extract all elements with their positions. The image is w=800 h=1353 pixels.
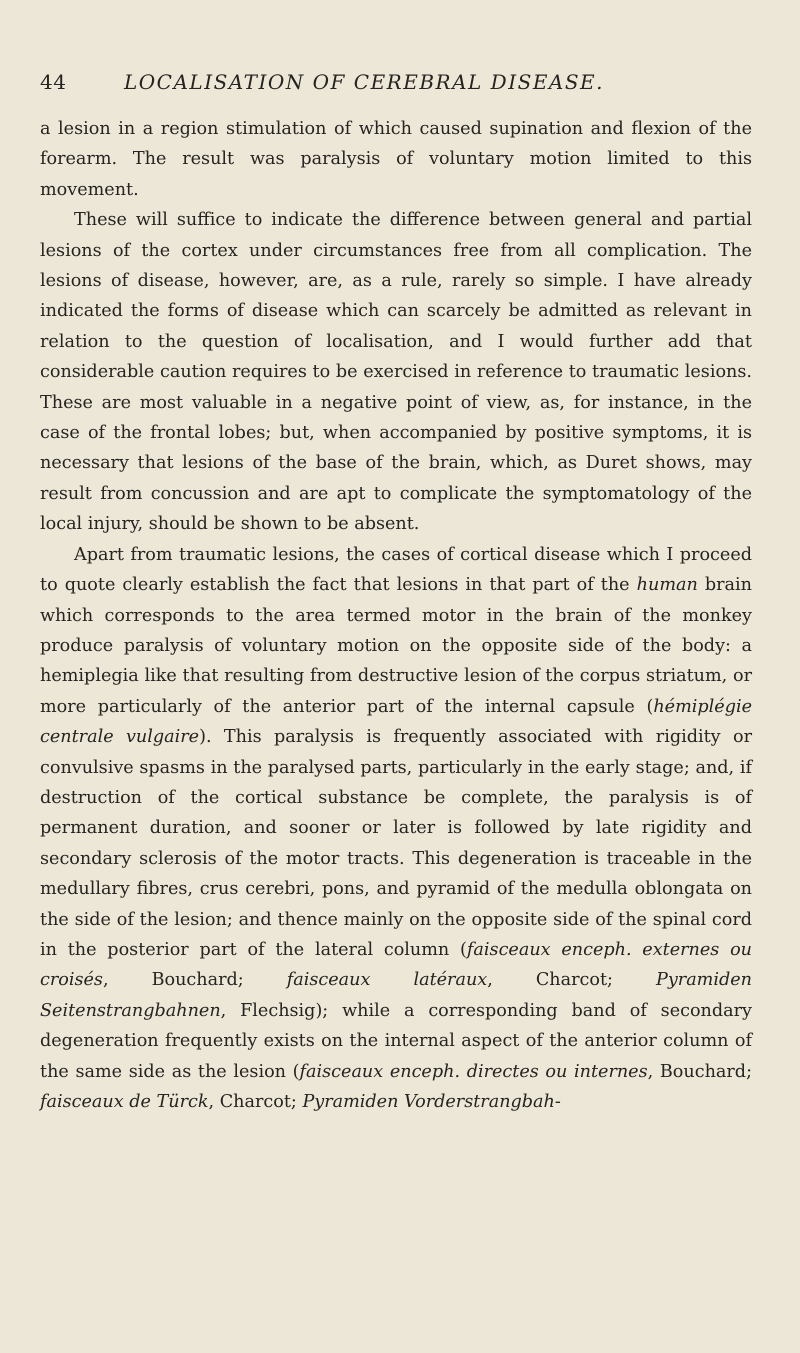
text-segment: , Flechsig); while a corresponding band of secondary degeneration frequently exists on the internal aspect of the anterior column of the same side as the lesion (	[40, 1000, 752, 1082]
text-segment: , Charcot;	[208, 1092, 303, 1112]
text-segment: Apart from traumatic lesions, the cases of cortical disease which I proceed to quote clearly establish the fact that lesions in that part of the	[40, 544, 752, 596]
italic-term: human	[636, 575, 698, 596]
body-text	[40, 114, 752, 1117]
italic-term: hémiplégie centrale vulgaire	[40, 696, 752, 748]
text-segment: ). This paralysis is frequently associated with rigidity or convulsive spasms in the paralysed parts, particularly in the early stage; and, if destruction of the cortical substance be complete, the paralysis is of permanent duration, and sooner or later is followed by late rigidity and secondary sclerosis of the motor tracts. This degeneration is traceable in the medullary fibres, crus cerebri, pons, and pyramid of the medulla oblongata on the side of the lesion; and thence mainly on the opposite side of the spinal cord in the posterior part of the lateral column (	[40, 727, 752, 960]
italic-term: faisceaux enceph. externes ou croisés	[40, 939, 752, 991]
italic-term: Pyramiden Vorderstrangbah-	[302, 1092, 561, 1112]
text-segment: brain which corresponds to the area termed motor in the brain of the monkey produce paralysis of voluntary motion on the opposite side of the body: a hemiplegia like that resulting from destructive lesion of the corpus striatum, or more particularly of the anterior part of the internal capsule (	[40, 575, 752, 717]
running-title: LOCALISATION OF CEREBRAL DISEASE.	[124, 70, 605, 94]
running-head	[40, 70, 748, 104]
page-number: 44	[40, 70, 67, 94]
paragraph-3	[40, 540, 752, 1118]
text-segment: , Bouchard;	[647, 1061, 753, 1082]
text-segment: , Bouchard;	[102, 970, 287, 991]
text-segment: These will suffice to indicate the difference between general and partial lesions of the cortex under circumstances free from all complication. The lesions of disease, however, are, as a rule, rarely so simple. I have already indicated the forms of disease which can scarcely be admitted as relevant in relation to the question of localisation, and I would further add that considerable caution requires to be exercised in reference to traumatic lesions. These are most valuable in a negative point of view, as, for instance, in the case of the frontal lobes; but, when accompanied by positive symptoms, it is necessary that lesions of the base of the brain, which, as Duret shows, may result from concussion and are apt to complicate the symptomatology of the local injury, should be shown to be absent.	[40, 210, 752, 535]
text-segment: a lesion in a region stimulation of which caused supination and flexion of the forearm. The result was paralysis of voluntary motion limited to this movement.	[40, 119, 752, 200]
italic-term: faisceaux de Türck	[40, 1092, 209, 1112]
italic-term: Pyramiden Seitenstrangbahnen	[40, 970, 752, 1021]
text-segment: , Charcot;	[487, 970, 656, 991]
paragraph-1	[40, 114, 752, 205]
italic-term: faisceaux latéraux	[286, 970, 488, 991]
paragraph-2	[40, 205, 752, 539]
italic-term: faisceaux enceph. directes ou internes	[299, 1061, 648, 1082]
